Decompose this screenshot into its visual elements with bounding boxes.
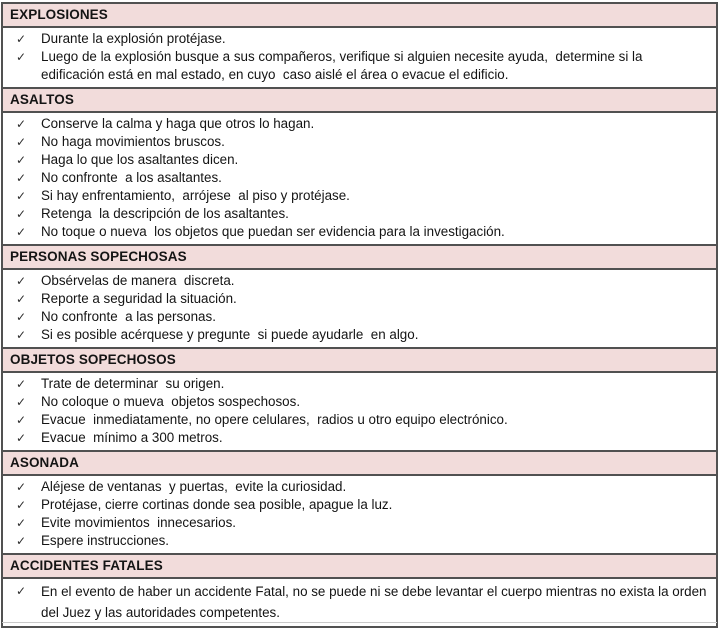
- item-line: [3, 393, 708, 411]
- item-text: Si es posible acérquese y pregunte si puede ayudarle en algo.: [41, 327, 419, 342]
- item-line: [3, 375, 708, 393]
- procedure-section: [3, 347, 716, 450]
- item-line: [3, 169, 708, 187]
- procedure-section: [3, 450, 716, 553]
- section-header: PERSONAS SOPECHOSAS: [3, 244, 716, 270]
- procedure-section: [3, 4, 716, 87]
- checkmark-icon: ✓: [16, 516, 27, 530]
- item-text: Reporte a seguridad la situación.: [41, 291, 237, 306]
- item-line: [3, 48, 708, 84]
- item-text: Haga lo que los asaltantes dicen.: [41, 152, 239, 167]
- section-header: EXPLOSIONES: [3, 4, 716, 28]
- section-items: [3, 113, 716, 244]
- item-text: Trate de determinar su origen.: [41, 376, 225, 391]
- checkmark-icon: ✓: [16, 189, 27, 203]
- section-items: [3, 579, 716, 626]
- checkmark-icon: ✓: [16, 207, 27, 221]
- checkmark-icon: ✓: [16, 225, 27, 239]
- item-text: Obsérvelas de manera discreta.: [41, 273, 235, 288]
- item-line: [3, 581, 711, 623]
- item-line: [3, 30, 708, 48]
- checkmark-icon: ✓: [16, 171, 27, 185]
- checkmark-icon: ✓: [16, 584, 27, 598]
- item-line: [3, 308, 708, 326]
- checkmark-icon: ✓: [16, 32, 27, 46]
- checkmark-icon: ✓: [16, 292, 27, 306]
- item-line: [3, 115, 708, 133]
- section-items: [3, 270, 716, 347]
- checkmark-icon: ✓: [16, 395, 27, 409]
- item-text: Espere instrucciones.: [41, 533, 170, 548]
- item-text: Evite movimientos innecesarios.: [41, 515, 236, 530]
- item-line: [3, 429, 708, 447]
- checkmark-icon: ✓: [16, 135, 27, 149]
- item-text: No haga movimientos bruscos.: [41, 134, 225, 149]
- item-text: Protéjase, cierre cortinas donde sea posible, apague la luz.: [41, 497, 393, 512]
- checkmark-icon: ✓: [16, 480, 27, 494]
- checkmark-icon: ✓: [16, 413, 27, 427]
- checkmark-icon: ✓: [16, 310, 27, 324]
- item-line: [3, 514, 708, 532]
- item-text: Durante la explosión protéjase.: [41, 31, 226, 46]
- section-header: ASONADA: [3, 450, 716, 476]
- checkmark-icon: ✓: [16, 498, 27, 512]
- item-line: [3, 151, 708, 169]
- item-line: [3, 187, 708, 205]
- checkmark-icon: ✓: [16, 377, 27, 391]
- item-text: Aléjese de ventanas y puertas, evite la curiosidad.: [41, 479, 347, 494]
- item-line: [3, 290, 708, 308]
- item-line: [3, 532, 708, 550]
- item-text: No coloque o mueva objetos sospechosos.: [41, 394, 301, 409]
- item-line: [3, 223, 708, 241]
- section-items: [3, 476, 716, 553]
- item-line: [3, 478, 708, 496]
- item-text: En el evento de haber un accidente Fatal, no se puede ni se debe levantar el cuerpo mientras no exista la orden del Juez y las autoridades competentes.: [41, 584, 711, 620]
- item-text: No toque o nueva los objetos que puedan ser evidencia para la investigación.: [41, 224, 505, 239]
- item-line: [3, 272, 708, 290]
- item-line: [3, 411, 708, 429]
- item-text: Evacue inmediatamente, no opere celulares, radios u otro equipo electrónico.: [41, 412, 508, 427]
- checkmark-icon: ✓: [16, 328, 27, 342]
- item-line: [3, 205, 708, 223]
- item-text: Retenga la descripción de los asaltantes.: [41, 206, 289, 221]
- section-header: ASALTOS: [3, 87, 716, 113]
- item-text: No confronte a las personas.: [41, 309, 216, 324]
- checkmark-icon: ✓: [16, 117, 27, 131]
- item-line: [3, 133, 708, 151]
- procedure-section: [3, 553, 716, 626]
- checkmark-icon: ✓: [16, 50, 27, 64]
- checkmark-icon: ✓: [16, 431, 27, 445]
- item-text: Si hay enfrentamiento, arrójese al piso y protéjase.: [41, 188, 350, 203]
- item-text: Evacue mínimo a 300 metros.: [41, 430, 223, 445]
- section-items: [3, 28, 716, 87]
- section-header: ACCIDENTES FATALES: [3, 553, 716, 579]
- checkmark-icon: ✓: [16, 153, 27, 167]
- checkmark-icon: ✓: [16, 534, 27, 548]
- procedure-section: [3, 244, 716, 347]
- item-line: [3, 496, 708, 514]
- procedures-table: [1, 2, 718, 628]
- item-text: Luego de la explosión busque a sus compañeros, verifique si alguien necesite ayuda, determine si la edificación está en mal estado, en cuyo caso aislé el área o evacue el edificio.: [41, 49, 647, 82]
- procedure-section: [3, 87, 716, 244]
- item-text: No confronte a los asaltantes.: [41, 170, 222, 185]
- section-items: [3, 373, 716, 450]
- section-header: OBJETOS SOPECHOSOS: [3, 347, 716, 373]
- checkmark-icon: ✓: [16, 274, 27, 288]
- item-text: Conserve la calma y haga que otros lo hagan.: [41, 116, 315, 131]
- item-line: [3, 326, 708, 344]
